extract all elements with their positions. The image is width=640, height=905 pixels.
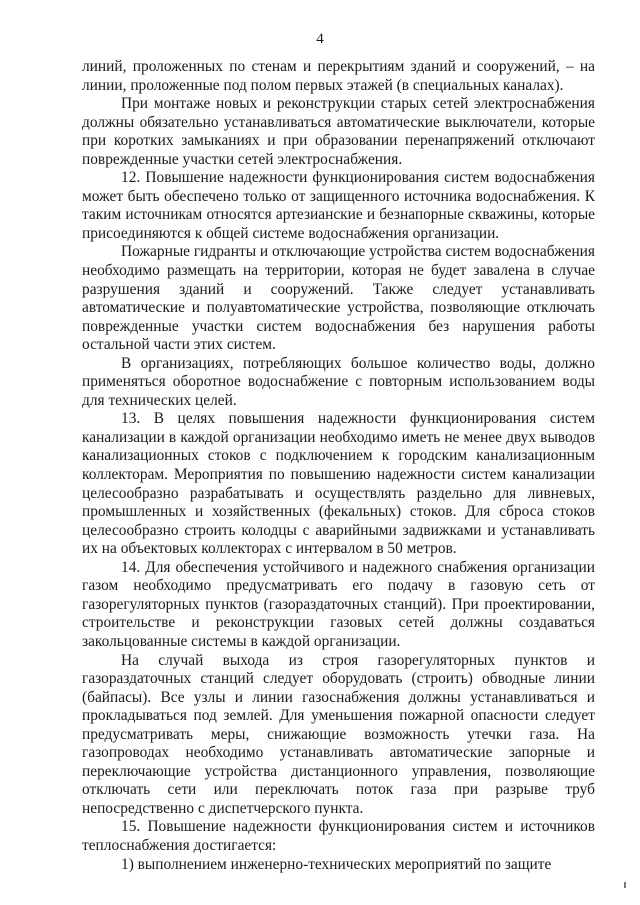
paragraph-continuation: линий, проложенных по стенам и перекрытиям зданий и сооружений, – на линии, проложенные под полом первых этажей (в специальных каналах). [82, 58, 595, 94]
paragraph-item-12: 12. Повышение надежности функционирования систем водоснабжения может быть обеспечено только от защищенного источника водоснабжения. К таким источникам относятся артезианские и безнапорные скважины, которые присоединяются к общей системе водоснабжения организации. [82, 169, 595, 242]
scan-mark [624, 882, 626, 888]
paragraph-item-15-1: 1) выполнением инженерно-технических мероприятий по защите [121, 855, 552, 873]
paragraph-item-15: 15. Повышение надежности функционирования систем и источников теплоснабжения достигается: [82, 818, 595, 854]
body-text [82, 58, 595, 874]
paragraph-hydrants: Пожарные гидранты и отключающие устройства систем водоснабжения необходимо размещать на территории, которая не будет завалена в случае разрушения зданий и сооружений. Также следует устанавливать автоматические и полуавтоматические устройства, позволяющие отключать поврежденные участки систем водоснабжения без нарушения работы остальной части этих систем. [82, 243, 595, 354]
paragraph-gas-bypass: На случай выхода из строя газорегуляторных пунктов и газораздаточных станций следует оборудовать (строить) обводные линии (байпасы). Все узлы и линии газоснабжения должны устанавливаться и прокладываться под землей. Для уменьшения пожарной опасности следует предусматривать меры, снижающие возможность утечки газа. На газопроводах необходимо устанавливать автоматические запорные и переключающие устройства дистанционного управления, позволяющие отключать сети или переключать поток газа при разрыве труб непосредственно с диспетчерского пункта. [82, 651, 595, 817]
paragraph-recycled-water: В организациях, потребляющих большое количество воды, должно применяться оборотное водоснабжение с повторным использованием воды для технических целей. [82, 354, 595, 409]
paragraph-item-14: 14. Для обеспечения устойчивого и надежного снабжения организации газом необходимо предусматривать его подачу в газовую сеть от газорегуляторных пунктов (газораздаточных станций). При проектировании, строительстве и реконструкции газовых сетей должны создаваться закольцованные системы в каждой организации. [82, 558, 595, 650]
paragraph-item-13: 13. В целях повышения надежности функционирования систем канализации в каждой организации необходимо иметь не менее двух выводов канализационных стоков с подключением к городским канализационным коллекторам. Мероприятия по повышению надежности систем канализации целесообразно разрабатывать и осуществлять раздельно для ливневых, промышленных и хозяйственных (фекальных) стоков. Для сброса стоков целесообразно строить колодцы с аварийными задвижками и устанавливать их на объектовых коллекторах с интервалом в 50 метров. [82, 410, 595, 558]
page-number: 4 [316, 31, 324, 47]
paragraph-power-supply: При монтаже новых и реконструкции старых сетей электроснабжения должны обязательно устанавливаться автоматические выключатели, которые при коротких замыканиях и при образовании перенапряжений отключают поврежденные участки сетей электроснабжения. [82, 95, 595, 168]
